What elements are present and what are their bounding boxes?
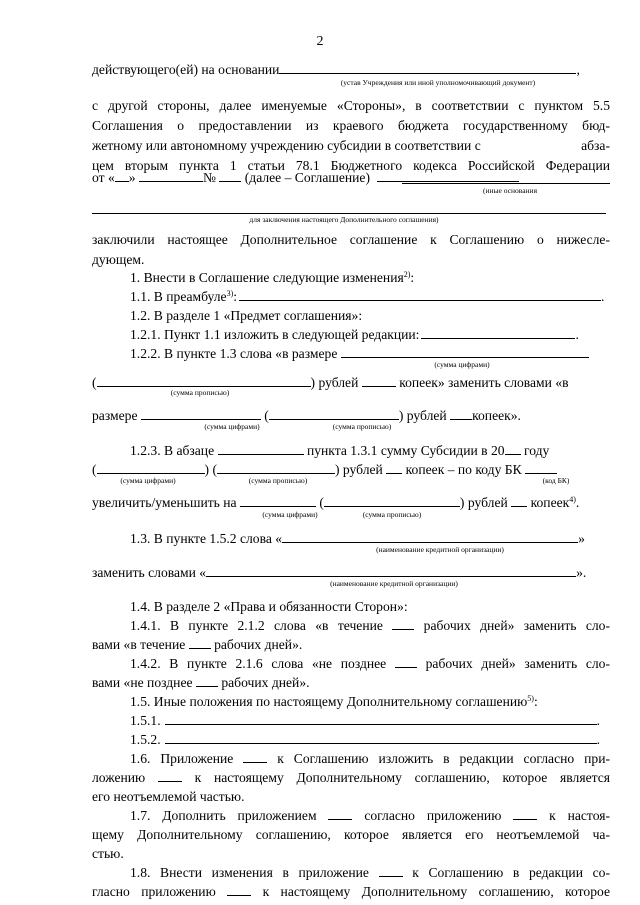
sum-words-blank[interactable] (97, 373, 311, 387)
year-label: году (523, 443, 550, 458)
item-1-5 (92, 692, 610, 712)
other-basis-blank[interactable] (377, 168, 519, 182)
dot: . (596, 713, 600, 728)
sum2-words-blank[interactable] (217, 460, 335, 474)
item-1-2-1-text: 1.2.1. Пункт 1.1 изложить в следующей редакции: (130, 327, 420, 342)
day-blank[interactable] (115, 168, 129, 182)
paren: ( (319, 495, 324, 510)
item-1-4-1-text: 1.4.1. В пункте 2.1.2 слова «в течение (130, 618, 383, 633)
bk-code-caption: (код БК) (542, 476, 570, 485)
bank-name-caption: (наименование кредитной организации) (376, 545, 504, 554)
sum2-digits-caption: (сумма цифрами) (120, 476, 176, 485)
item-1-8-text: к настоящему Дополнительному соглашению, которое (262, 884, 611, 899)
preamble-blank[interactable] (239, 287, 601, 301)
text-line: цем вторым пункта 1 статьи 78.1 Бюджетного кодекса Российской Федерации (92, 158, 610, 173)
item-1-5-1 (92, 711, 610, 731)
change-words-caption: (сумма прописью) (362, 510, 422, 519)
item-1-4-2-text: рабочих дней» заменить сло- (425, 656, 610, 671)
item-1-2: 1.2. В разделе 1 «Предмет соглашения»: (130, 308, 363, 323)
footnote-3: 3) (226, 289, 234, 298)
paren: ( (264, 408, 269, 423)
item-1-6-text: 1.6. Приложение (130, 751, 234, 766)
text-line (92, 136, 610, 156)
change-label: увеличить/уменьшить на (92, 495, 237, 510)
text-line: с другой стороны, далее именуемые «Стороны», в соответствии с пунктом 5.5 (92, 98, 610, 113)
date-close: » (128, 170, 136, 185)
item-1-8-text: к Соглашению в редакции со- (412, 865, 610, 880)
dot: . (575, 495, 580, 510)
days-blank[interactable] (392, 616, 414, 630)
item-1-4-2-text: вами «не позднее (92, 675, 193, 690)
text-line: дующем. (92, 252, 145, 267)
other-basis-rule (402, 183, 610, 184)
item-1-8-text: гласно приложению (92, 884, 216, 899)
item-1-8-text: 1.8. Внести изменения в приложение (130, 865, 369, 880)
item-1-3 (92, 529, 610, 549)
colon: : (410, 270, 415, 285)
colon: : (533, 694, 538, 709)
item-1-4: 1.4. В разделе 2 «Права и обязанности Сторон»: (130, 599, 408, 614)
paren: ) ( (204, 462, 217, 477)
item-1-4-2-cont (92, 673, 610, 693)
new-sum-words-blank[interactable] (269, 406, 399, 420)
text-line: заключили настоящее Дополнительное соглашение к Соглашению о нижесле- (92, 232, 610, 247)
quote-close: » (578, 531, 585, 546)
new-days-blank[interactable] (196, 673, 218, 687)
item-1-2-2-text: 1.2.2. В пункте 1.3 слова «в размере (130, 346, 338, 361)
paren: ( (92, 375, 97, 390)
agreement-ref-line (92, 168, 610, 188)
item-1-2-3-text: 1.2.3. В абзаце (130, 443, 215, 458)
paragraph-gap (489, 137, 529, 150)
quote-close: ». (576, 565, 587, 580)
basis-caption: (устав Учреждения или иной уполномочивающий документ) (340, 78, 536, 87)
new-days-blank[interactable] (189, 635, 211, 649)
kop-label: копеек». (472, 408, 521, 423)
change-appendix-ref-blank[interactable] (227, 882, 251, 896)
item-1-3-text: 1.3. В пункте 1.5.2 слова « (130, 531, 283, 546)
item-1 (92, 268, 610, 288)
replace-text: копеек» заменить словами «в (399, 375, 569, 390)
paren: ( (92, 462, 97, 477)
new-sum-words-caption: (сумма прописью) (332, 422, 392, 431)
item-1-4-1 (92, 616, 610, 636)
rub-label: ) рублей (334, 462, 383, 477)
sum-digits-blank[interactable] (341, 344, 589, 358)
item-1-7-cont: щему Дополнительному соглашению, которое является его неотъемлемой ча- (92, 827, 610, 842)
item-1-7-text: 1.7. Дополнить приложением (130, 808, 317, 823)
kop-label: копеек (530, 495, 570, 510)
dot: . (601, 289, 605, 304)
item-1-6-cont (92, 768, 610, 788)
new-sum-digits-blank[interactable] (141, 406, 261, 420)
other-provision-2-blank[interactable] (165, 730, 597, 744)
basis-comma: , (576, 62, 580, 77)
paragraph-blank[interactable] (218, 441, 304, 455)
dot: . (575, 327, 579, 342)
item-1-8 (92, 863, 610, 883)
item-1-8-cont (92, 882, 610, 902)
add-appendix-ref-blank[interactable] (513, 806, 537, 820)
item-1-6-text: ложению (92, 770, 146, 785)
number-sign: № (202, 170, 216, 185)
rub-label: ) рублей (310, 375, 359, 390)
dot: . (596, 732, 600, 747)
footnote-5: 5) (527, 694, 534, 703)
footnote-4: 4) (569, 495, 576, 504)
rub-label: ) рублей (459, 495, 508, 510)
month-blank[interactable] (139, 168, 203, 182)
basis-line (92, 60, 610, 80)
other-basis-caption: (иные основания (482, 186, 538, 195)
item-1-2-2 (92, 344, 610, 364)
sum-digits-caption: (сумма цифрами) (434, 360, 490, 369)
date-open: от « (92, 170, 115, 185)
item-1-4-2-text: 1.4.2. В пункте 2.1.6 слова «не позднее (130, 656, 387, 671)
text-part: жетному или автономному учреждению субсидии в соответствии с (92, 138, 481, 153)
item-1-5-1-label: 1.5.1. (130, 713, 161, 728)
sum2-digits-blank[interactable] (97, 460, 205, 474)
new-sum-digits-caption: (сумма цифрами) (204, 422, 260, 431)
rub-label: ) рублей (398, 408, 447, 423)
item-1-4-1-text: вами «в течение (92, 637, 186, 652)
change-kop-blank[interactable] (511, 493, 527, 507)
item-1-7-end: стью. (92, 846, 124, 861)
sum-words-caption: (сумма прописью) (170, 388, 230, 397)
item-1-5-2-label: 1.5.2. (130, 732, 161, 747)
item-1-7-text: к настоя- (549, 808, 611, 823)
days-blank[interactable] (395, 654, 417, 668)
add-appendix-blank[interactable] (328, 806, 352, 820)
item-1-4-1-cont (92, 635, 610, 655)
basis-blank[interactable] (279, 60, 576, 74)
text-line: Соглашения о предоставлении из краевого бюджета государственному бюд- (92, 118, 610, 133)
item-1-2-3 (92, 441, 610, 461)
item-1-5-2 (92, 730, 610, 750)
basis-continuation-caption: для заключения настоящего Дополнительного соглашения) (249, 215, 439, 224)
item-1-1 (92, 287, 610, 307)
item-1-7-text: согласно приложению (364, 808, 502, 823)
appendix-new-blank[interactable] (158, 768, 182, 782)
bk-code-blank[interactable] (525, 460, 557, 474)
number-blank[interactable] (219, 168, 241, 182)
item-1-2-2-cont (92, 373, 610, 393)
appendix-blank[interactable] (243, 749, 267, 763)
new-bank-name-caption: (наименование кредитной организации) (330, 579, 458, 588)
item-1-2-1 (92, 325, 610, 345)
colon: : (233, 289, 238, 304)
other-provision-1-blank[interactable] (165, 711, 597, 725)
item-1-2-3-change (92, 493, 610, 513)
bank-name-blank[interactable] (282, 529, 578, 543)
item-1-4-2-text: рабочих дней». (221, 675, 310, 690)
item-1-6-text: к Соглашению изложить в редакции согласно при- (277, 751, 611, 766)
replace-label: заменить словами « (92, 565, 207, 580)
change-words-blank[interactable] (324, 493, 460, 507)
year-blank[interactable] (505, 441, 521, 455)
agreement-label: (далее – Соглашение) (244, 170, 370, 185)
item-1-6-end: его неотъемлемой частью. (92, 789, 245, 804)
basis-label: действующего(ей) на основании (92, 62, 280, 77)
item-1-7 (92, 806, 610, 826)
footnote-2: 2) (403, 270, 411, 279)
new-kop-blank[interactable] (450, 406, 472, 420)
kop2-blank[interactable] (386, 460, 402, 474)
subsidy-text: пункта 1.3.1 сумму Субсидии в 20 (306, 443, 505, 458)
new-bank-name-blank[interactable] (206, 563, 576, 577)
item-1-4-2 (92, 654, 610, 674)
text-part: абза- (581, 138, 610, 153)
change-digits-blank[interactable] (240, 493, 316, 507)
kop-blank[interactable] (362, 373, 396, 387)
item-1-text: 1. Внести в Соглашение следующие изменения (130, 270, 404, 285)
item-1-4-1-text: рабочих дней» заменить сло- (423, 618, 610, 633)
change-digits-caption: (сумма цифрами) (262, 510, 318, 519)
size-label: размере (92, 408, 138, 423)
item-1-6 (92, 749, 610, 769)
item-1-4-1-text: рабочих дней». (214, 637, 303, 652)
basis-continuation-rule[interactable] (92, 213, 606, 214)
item-1-1-text: 1.1. В преамбуле (130, 289, 227, 304)
item-1-6-text: к настоящему Дополнительному соглашению, которое является (194, 770, 610, 785)
item-1-5-text: 1.5. Иные положения по настоящему Дополнительному соглашению (130, 694, 528, 709)
sum2-words-caption: (сумма прописью) (248, 476, 308, 485)
page-number: 2 (316, 34, 324, 49)
bk-code-label: копеек – по коду БК (405, 462, 522, 477)
new-wording-blank[interactable] (421, 325, 575, 339)
change-appendix-blank[interactable] (379, 863, 403, 877)
